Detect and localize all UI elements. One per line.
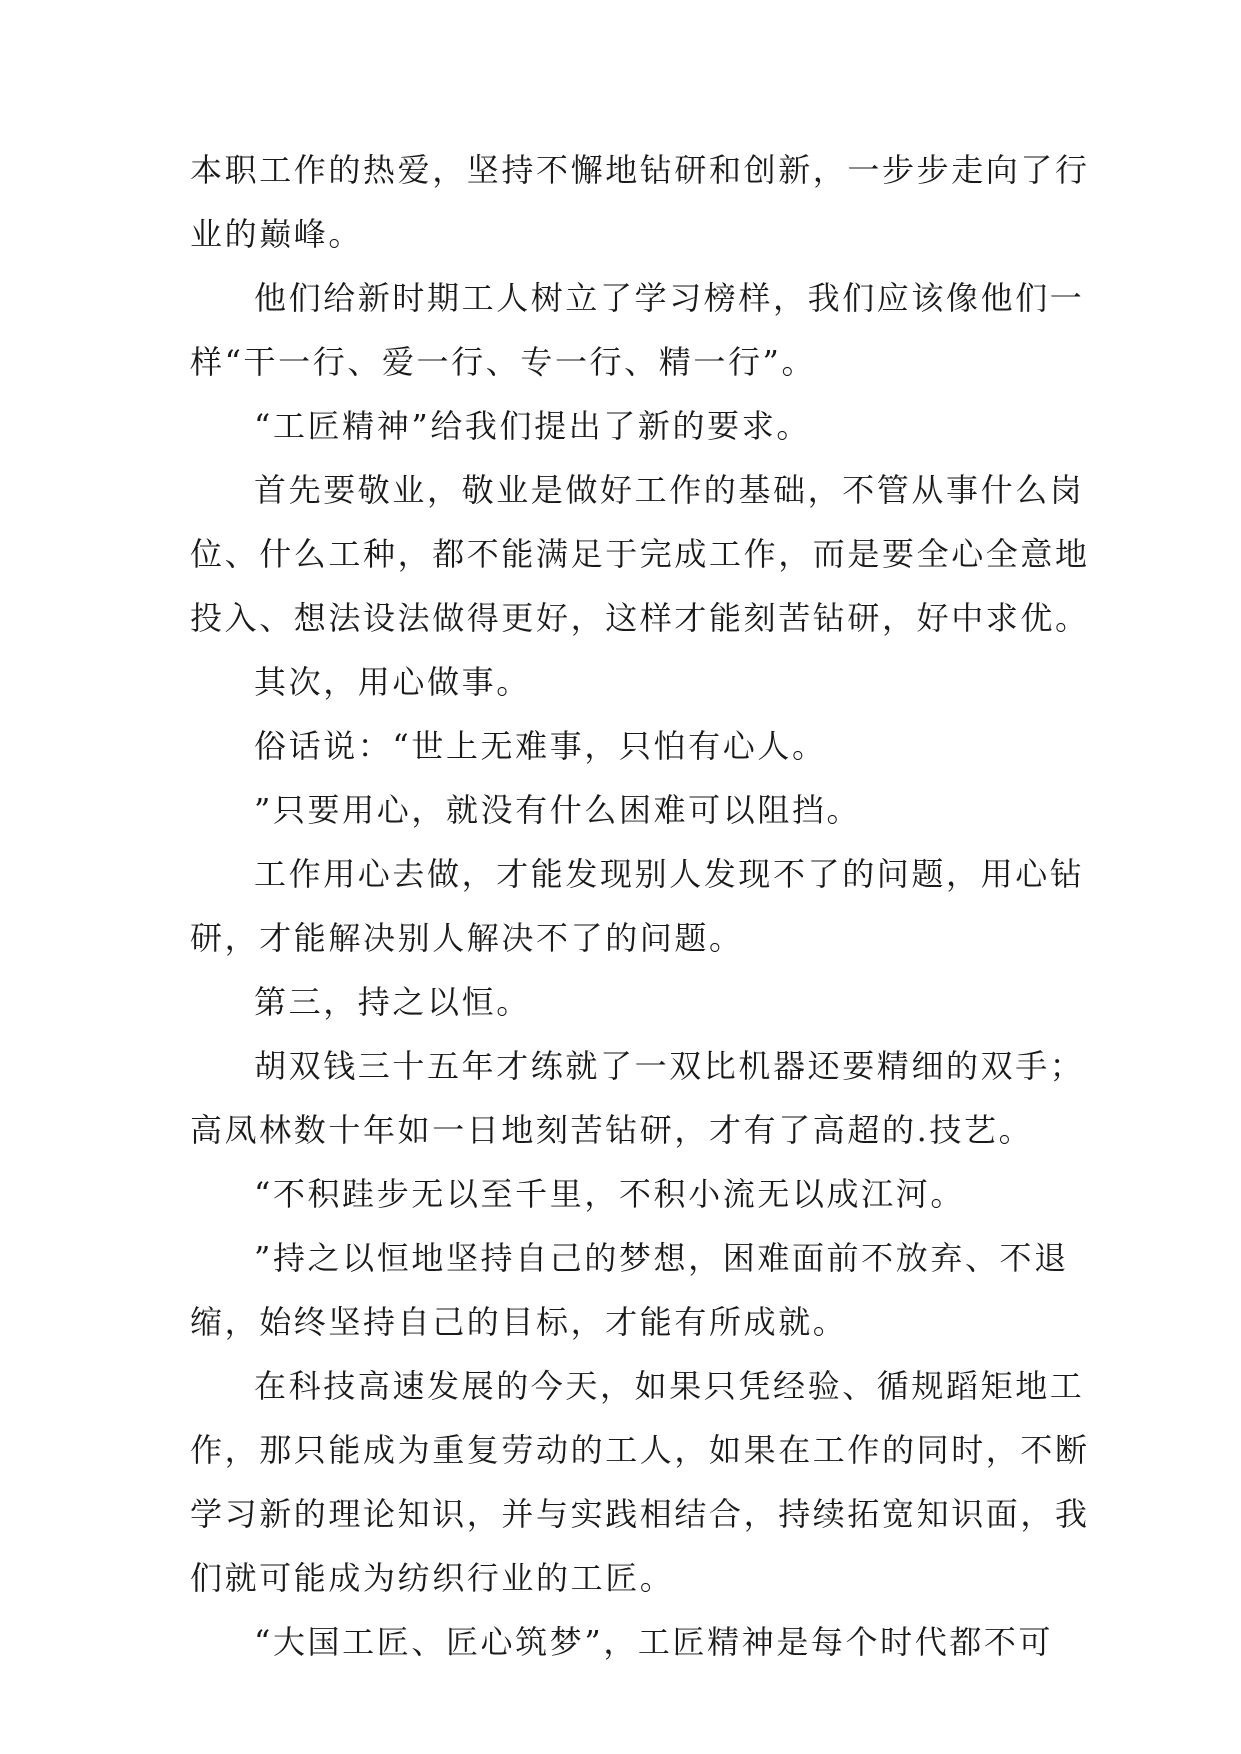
text-line: “不积跬步无以至千里，不积小流无以成江河。 xyxy=(254,1175,965,1213)
text-line: 学习新的理论知识，并与实践相结合，持续拓宽知识面，我 xyxy=(190,1495,1090,1533)
text-line: 缩，始终坚持自己的目标，才能有所成就。 xyxy=(190,1303,848,1341)
text-line: 本职工作的热爱，坚持不懈地钻研和创新，一步步走向了行 xyxy=(190,151,1090,189)
text-line: 在科技高速发展的今天，如果只凭经验、循规蹈矩地工 xyxy=(254,1367,1085,1405)
text-line: 业的巅峰。 xyxy=(190,215,364,253)
text-line: 胡双钱三十五年才练就了一双比机器还要精细的双手； xyxy=(254,1047,1085,1085)
text-line: 他们给新时期工人树立了学习榜样，我们应该像他们一 xyxy=(254,279,1085,317)
text-line: “大国工匠、匠心筑梦”，工匠精神是每个时代都不可 xyxy=(254,1623,1054,1661)
text-line: 第三，持之以恒。 xyxy=(254,983,531,1021)
text-line: 投入、想法设法做得更好，这样才能刻苦钻研，好中求优。 xyxy=(190,599,1090,637)
text-line: ”只要用心，就没有什么困难可以阻挡。 xyxy=(254,791,862,829)
text-line: 高凤林数十年如一日地刻苦钻研，才有了高超的.技艺。 xyxy=(190,1111,1034,1149)
text-line: 首先要敬业，敬业是做好工作的基础，不管从事什么岗 xyxy=(254,471,1085,509)
text-line: 位、什么工种，都不能满足于完成工作，而是要全心全意地 xyxy=(190,535,1090,573)
text-line: 俗话说：“世上无难事，只怕有心人。 xyxy=(254,727,827,765)
text-line: “工匠精神”给我们提出了新的要求。 xyxy=(254,407,811,445)
text-line: 工作用心去做，才能发现别人发现不了的问题，用心钻 xyxy=(254,855,1085,893)
text-line: 们就可能成为纺织行业的工匠。 xyxy=(190,1559,675,1597)
body-text xyxy=(190,138,1090,1674)
text-line: ”持之以恒地坚持自己的梦想，困难面前不放弃、不退 xyxy=(254,1239,1069,1277)
text-line: 其次，用心做事。 xyxy=(254,663,531,701)
text-line: 样“干一行、爱一行、专一行、精一行”。 xyxy=(190,343,817,381)
text-line: 作，那只能成为重复劳动的工人，如果在工作的同时，不断 xyxy=(190,1431,1090,1469)
text-line: 研，才能解决别人解决不了的问题。 xyxy=(190,919,744,957)
